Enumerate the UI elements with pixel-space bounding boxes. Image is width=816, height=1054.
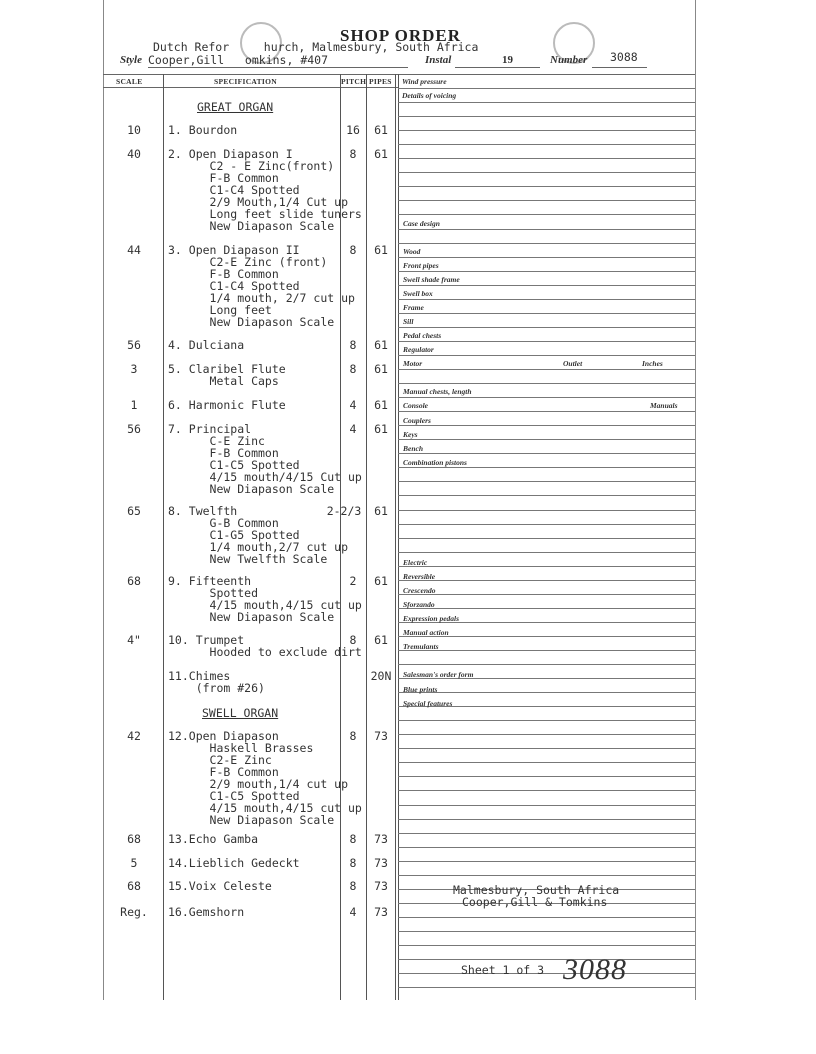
label-salesmans-order-form: Salesman's order form — [403, 670, 474, 679]
form-rule-line — [398, 552, 695, 553]
footer-location: Malmesbury, South Africa — [453, 883, 620, 897]
stop-pitch: 8 — [349, 832, 357, 846]
stop-pitch: 8 — [349, 879, 357, 893]
stop-pipes: 73 — [374, 832, 388, 846]
stop-scale: 56 — [127, 422, 141, 436]
stop-detail-line: New Diapason Scale — [168, 219, 335, 233]
stop-detail-line: C1-C4 Spotted — [168, 279, 300, 293]
form-rule-line — [398, 172, 695, 173]
stop-name: 10. Trumpet — [168, 633, 245, 647]
stop-pipes: 61 — [374, 504, 388, 518]
stop-detail-line: C2-E Zinc (front) — [168, 255, 328, 269]
stop-pitch: 8 — [349, 633, 357, 647]
form-rule-line — [398, 847, 695, 848]
form-rule-line — [398, 861, 695, 862]
form-rule-line — [398, 411, 695, 412]
form-rule-line — [398, 945, 695, 946]
form-rule-line — [398, 566, 695, 567]
stop-name: 6. Harmonic Flute — [168, 398, 286, 412]
form-rule-line — [398, 186, 695, 187]
stop-name: 1. Bourdon — [168, 123, 238, 137]
form-rule-line — [398, 987, 695, 988]
label-case-design: Case design — [403, 219, 440, 228]
header-bottom-rule — [103, 87, 398, 88]
stop-pipes: 73 — [374, 905, 388, 919]
form-rule-line — [398, 200, 695, 201]
instal-underline — [455, 67, 540, 68]
label-combination-pistons: Combination pistons — [403, 458, 467, 467]
form-rule-line — [398, 580, 695, 581]
stop-scale: 42 — [127, 729, 141, 743]
stop-pitch: 2-2/3 — [326, 504, 362, 518]
stop-name: 15.Voix Celeste — [168, 879, 272, 893]
form-rule-line — [398, 285, 695, 286]
stop-name: 9. Fifteenth — [168, 574, 252, 588]
stop-detail-line: 1/4 mouth,2/7 cut up — [168, 540, 349, 554]
stop-name: 7. Principal — [168, 422, 252, 436]
stop-detail-line: Hooded to exclude dirt — [168, 645, 362, 659]
label-couplers: Couplers — [403, 416, 431, 425]
stop-detail-line: Haskell Brasses — [168, 741, 314, 755]
handwritten-order-number: 3088 — [563, 953, 627, 986]
form-rule-line — [398, 720, 695, 721]
stop-detail-line: Long feet — [168, 303, 272, 317]
stop-name: 8. Twelfth — [168, 504, 238, 518]
form-rule-line — [398, 734, 695, 735]
number-label: Number — [550, 54, 588, 66]
label-outlet: Outlet — [563, 359, 583, 368]
stop-pipes: 61 — [374, 243, 388, 257]
page-title: SHOP ORDER — [340, 26, 461, 45]
label-electric: Electric — [403, 558, 428, 567]
stop-pitch: 8 — [349, 243, 357, 257]
stop-pitch: 4 — [349, 398, 357, 412]
stop-detail-line: C1-C5 Spotted — [168, 458, 300, 472]
label-sill: Sill — [403, 317, 414, 326]
form-rule-line — [398, 313, 695, 314]
stop-pipes: 73 — [374, 729, 388, 743]
form-rule-line — [398, 819, 695, 820]
column-pitch: PITCH — [341, 77, 367, 86]
right-border — [695, 0, 696, 1000]
label-reversible: Reversible — [403, 572, 436, 581]
stop-scale: 5 — [130, 856, 138, 870]
label-console: Console — [403, 401, 429, 410]
stop-pipes: 61 — [374, 338, 388, 352]
form-rule-line — [398, 439, 695, 440]
form-rule-line — [398, 833, 695, 834]
form-rule-line — [398, 608, 695, 609]
form-rule-line — [398, 229, 695, 230]
form-rule-line — [398, 692, 695, 693]
label-manual-action: Manual action — [403, 628, 449, 637]
stop-detail-line: New Twelfth Scale — [168, 552, 328, 566]
form-rule-line — [398, 299, 695, 300]
label-motor: Motor — [403, 359, 423, 368]
form-rule-line — [398, 524, 695, 525]
form-rule-line — [398, 383, 695, 384]
left-border — [103, 0, 104, 1000]
stop-detail-line: C1-G5 Spotted — [168, 528, 300, 542]
stop-pitch: 16 — [346, 123, 360, 137]
form-rule-line — [398, 762, 695, 763]
number-underline — [592, 67, 647, 68]
form-rule-line — [398, 102, 695, 103]
stop-pipes: 73 — [374, 856, 388, 870]
form-rule-line — [398, 341, 695, 342]
stop-detail-line: New Diapason Scale — [168, 482, 335, 496]
label-special-features: Special features — [403, 699, 453, 708]
stop-name: 3. Open Diapason II — [168, 243, 300, 257]
stop-name: 13.Echo Gamba — [168, 832, 259, 846]
form-rule-line — [398, 650, 695, 651]
stop-name: 5. Claribel Flute — [168, 362, 286, 376]
form-rule-line — [398, 271, 695, 272]
stop-pitch: 8 — [349, 729, 357, 743]
form-rule-line — [398, 88, 695, 89]
form-rule-line — [398, 748, 695, 749]
form-rule-line — [398, 130, 695, 131]
label-frame: Frame — [403, 303, 424, 312]
stop-scale: Reg. — [120, 905, 148, 919]
stop-pipes: 61 — [374, 574, 388, 588]
stop-detail-line: C1-C5 Spotted — [168, 789, 300, 803]
stop-pipes: 61 — [374, 362, 388, 376]
label-manual-chests: Manual chests, length — [403, 387, 472, 396]
stop-name: 14.Lieblich Gedeckt — [168, 856, 300, 870]
form-rule-line — [398, 495, 695, 496]
form-rule-line — [398, 214, 695, 215]
stop-detail-line: New Diapason Scale — [168, 610, 335, 624]
number-value: 3088 — [610, 50, 638, 64]
label-blue-prints: Blue prints — [403, 685, 438, 694]
stop-pipes: 61 — [374, 123, 388, 137]
stop-detail-line: 1/4 mouth, 2/7 cut up — [168, 291, 355, 305]
header-top-rule — [103, 74, 695, 75]
column-pipes: PIPES — [369, 77, 392, 86]
stop-detail-line: G-B Common — [168, 516, 279, 530]
stop-name: 16.Gemshorn — [168, 905, 245, 919]
stop-scale: 65 — [127, 504, 141, 518]
form-rule-line — [398, 776, 695, 777]
label-sforzando: Sforzando — [403, 600, 435, 609]
form-rule-line — [398, 538, 695, 539]
form-rule-line — [398, 467, 695, 468]
stop-name: 2. Open Diapason I — [168, 147, 293, 161]
stop-scale: 68 — [127, 832, 141, 846]
footer-firm: Cooper,Gill & Tomkins — [462, 895, 608, 909]
label-expression-pedals: Expression pedals — [403, 614, 460, 623]
stop-detail-line: 4/15 mouth,4/15 cut up — [168, 801, 362, 815]
style-value: Cooper,Gill omkins, #407 — [148, 53, 329, 67]
label-bench: Bench — [403, 444, 424, 453]
stop-detail-line: C2-E Zinc — [168, 753, 272, 767]
stop-name: 12.Open Diapason — [168, 729, 279, 743]
column-voicing: Details of voicing — [402, 91, 457, 100]
great-organ-heading: GREAT ORGAN — [197, 100, 274, 114]
label-keys: Keys — [403, 430, 418, 439]
stop-scale: 56 — [127, 338, 141, 352]
label-pedal-chests: Pedal chests — [403, 331, 442, 340]
stop-detail-line: 4/15 mouth/4/15 Cut up — [168, 470, 362, 484]
stop-detail-line: F-B Common — [168, 446, 279, 460]
label-swell-shade-frame: Swell shade frame — [403, 275, 460, 284]
instal-label: Instal — [425, 54, 452, 66]
stop-detail-line: F-B Common — [168, 171, 279, 185]
form-rule-line — [398, 158, 695, 159]
form-rule-line — [398, 805, 695, 806]
stop-detail-line: C-E Zinc — [168, 434, 265, 448]
stop-scale: 68 — [127, 879, 141, 893]
form-rule-line — [398, 510, 695, 511]
style-label: Style — [120, 54, 142, 66]
stop-scale: 44 — [127, 243, 141, 257]
form-rule-line — [398, 973, 695, 974]
stop-pitch: 4 — [349, 422, 357, 436]
column-scale: SCALE — [116, 77, 143, 86]
label-tremulants: Tremulants — [403, 642, 439, 651]
stop-detail-line: Spotted — [168, 586, 259, 600]
label-inches: Inches — [642, 359, 663, 368]
form-rule-line — [398, 931, 695, 932]
stop-pitch: 8 — [349, 856, 357, 870]
stop-scale: 40 — [127, 147, 141, 161]
stop-detail-line: C2 - E Zinc(front) — [168, 159, 335, 173]
form-rule-line — [398, 327, 695, 328]
stop-pipes: 20N — [370, 669, 392, 683]
scale-column-rule — [163, 74, 164, 1000]
stop-pipes: 73 — [374, 879, 388, 893]
form-rule-line — [398, 917, 695, 918]
form-rule-line — [398, 116, 695, 117]
stop-pitch: 4 — [349, 905, 357, 919]
form-rule-line — [398, 875, 695, 876]
stop-detail-line: New Diapason Scale — [168, 813, 335, 827]
label-swell-box: Swell box — [403, 289, 433, 298]
form-rule-line — [398, 481, 695, 482]
stop-pitch: 8 — [349, 338, 357, 352]
stop-detail-line: 2/9 Mouth,1/4 Cut up — [168, 195, 349, 209]
stop-pipes: 61 — [374, 633, 388, 647]
stop-detail-line: 4/15 mouth,4/15 cut up — [168, 598, 362, 612]
form-rule-line — [398, 959, 695, 960]
form-rule-line — [398, 144, 695, 145]
form-rule-line — [398, 664, 695, 665]
stop-detail-line: (from #26) — [168, 681, 265, 695]
style-underline — [148, 67, 408, 68]
form-rule-line — [398, 425, 695, 426]
stop-detail-line: F-B Common — [168, 765, 279, 779]
swell-organ-heading: SWELL ORGAN — [202, 706, 279, 720]
stop-name: 4. Dulciana — [168, 338, 245, 352]
stop-pipes: 61 — [374, 422, 388, 436]
form-rule-line — [398, 453, 695, 454]
label-crescendo: Crescendo — [403, 586, 436, 595]
form-rule-line — [398, 257, 695, 258]
stop-name: 11.Chimes — [168, 669, 231, 683]
stop-detail-line: New Diapason Scale — [168, 315, 335, 329]
stop-pitch: 8 — [349, 147, 357, 161]
stop-scale: 4" — [127, 633, 141, 647]
stop-detail-line: Long feet slide tuners — [168, 207, 362, 221]
stop-pipes: 61 — [374, 398, 388, 412]
label-front-pipes: Front pipes — [403, 261, 439, 270]
label-wood: Wood — [403, 247, 421, 256]
form-rule-line — [398, 355, 695, 356]
stop-scale: 10 — [127, 123, 141, 137]
form-rule-line — [398, 594, 695, 595]
column-specification: SPECIFICATION — [214, 77, 277, 86]
sheet-number: Sheet 1 of 3 — [461, 963, 545, 977]
instal-year: 19 — [502, 54, 513, 66]
stop-pipes: 61 — [374, 147, 388, 161]
form-rule-line — [398, 369, 695, 370]
label-regulator: Regulator — [403, 345, 434, 354]
stop-detail-line: F-B Common — [168, 267, 279, 281]
label-manuals: Manuals — [650, 401, 678, 410]
form-rule-line — [398, 243, 695, 244]
column-wind-pressure: Wind pressure — [402, 77, 447, 86]
stop-scale: 1 — [130, 398, 138, 412]
stop-scale: 68 — [127, 574, 141, 588]
stop-scale: 3 — [130, 362, 138, 376]
stop-pitch: 2 — [349, 574, 357, 588]
form-rule-line — [398, 397, 695, 398]
stop-detail-line: 2/9 mouth,1/4 cut up — [168, 777, 349, 791]
stop-pitch: 8 — [349, 362, 357, 376]
form-rule-line — [398, 790, 695, 791]
stop-detail-line: Metal Caps — [168, 374, 279, 388]
stop-detail-line: C1-C4 Spotted — [168, 183, 300, 197]
church-name: Dutch Refor hurch, Malmesbury, South Africa — [153, 40, 479, 54]
